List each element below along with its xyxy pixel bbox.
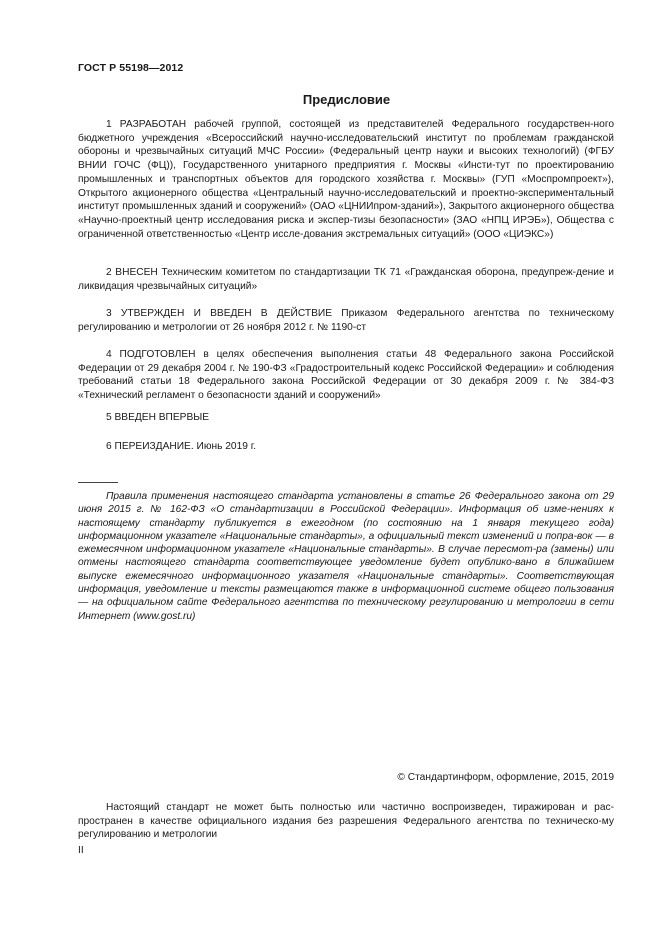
page-number: II — [78, 845, 84, 856]
paragraph-approved: 3 УТВЕРЖДЕН И ВВЕДЕН В ДЕЙСТВИЕ Приказом Федерального агентства по техническому регулированию и метрологии от 26 ноября 2012 г. № 1190-ст — [78, 308, 614, 333]
paragraph-first-introduced: 5 ВВЕДЕН ВПЕРВЫЕ — [106, 412, 210, 423]
section-divider — [78, 482, 118, 483]
page-title: Предисловие — [302, 92, 391, 107]
paragraph-reissue: 6 ПЕРЕИЗДАНИЕ. Июнь 2019 г. — [106, 441, 257, 452]
application-rules-notice: Правила применения настоящего стандарта установлены в статье 26 Федерального закона от 29 июня 2015 г. № 162-ФЗ «О стандартизации в Российской Федерации». Информация об изме-нениях к настоящему стандарту публикуется в ежегодном (по состоянию на 1 января текущего года) информационном указателе «Национальные стандарты», а официальный текст изменений и попра-вок — в ежемесячном информационном указателе «Национальные стандарты». В случае пересмот-ра (замены) или отмены настоящего стандарта соответствующее уведомление будет опублико-вано в ближайшем выпуске ежемесячного информационного указателя «Национальные стандарты». Соответствующая информация, уведомление и тексты размещаются также в информационной системе общего пользования — на официальном сайте Федерального агентства по техническому регулированию и метрологии в сети Интернет (www.gost.ru) — [78, 491, 614, 622]
copyright-line: © Стандартинформ, оформление, 2015, 2019 — [397, 772, 614, 783]
paragraph-prepared: 4 ПОДГОТОВЛЕН в целях обеспечения выполнения статьи 48 Федерального закона Российской Федерации от 29 декабря 2004 г. № 190-ФЗ «Градостроительный кодекс Российской Федерации» и соблюдения требований статьи 18 Федерального закона Российской Федерации от 30 декабря 2009 г. № 384-ФЗ «Технический регламент о безопасности зданий и сооружений» — [78, 349, 614, 402]
paragraph-developed-by: 1 РАЗРАБОТАН рабочей группой, состоящей из представителей Федерального государствен-ного бюджетного учреждения «Всероссийский научно-исследовательский институт по проблемам гражданской обороны и чрезвычайных ситуаций МЧС России» (Федеральный центр науки и высоких технологий) (ФГБУ ВНИИ ГОЧС (ФЦ)), Государственного унитарного предприятия г. Москвы «Инсти-тут по проектированию промышленных и транспортных объектов для городского хозяйства г. Москвы» (ГУП «Моспромпроект»), Открытого акционерного общества «Центральный научно-исследовательский и проектно-экспериментальный институт промышленных зданий и сооружений» (ОАО «ЦНИИпром-зданий»), Закрытого акционерного общества «Научно-проектный центр исследования риска и экспер-тизы безопасности» (ЗАО «НПЦ ИРЭБ»), Общества с ограниченной ответственностью «Центр иссле-дования экстремальных ситуаций» (ООО «ЦИЭКС») — [78, 119, 614, 240]
standard-code: ГОСТ Р 55198—2012 — [78, 62, 184, 74]
reproduction-notice: Настоящий стандарт не может быть полностью или частично воспроизведен, тиражирован и рас-пространен в качестве официального издания без разрешения Федерального агентства по техническо-му регулированию и метрологии — [78, 802, 614, 841]
paragraph-introduced-by: 2 ВНЕСЕН Техническим комитетом по стандартизации ТК 71 «Гражданская оборона, предупреж-дение и ликвидация чрезвычайных ситуаций» — [78, 267, 614, 292]
